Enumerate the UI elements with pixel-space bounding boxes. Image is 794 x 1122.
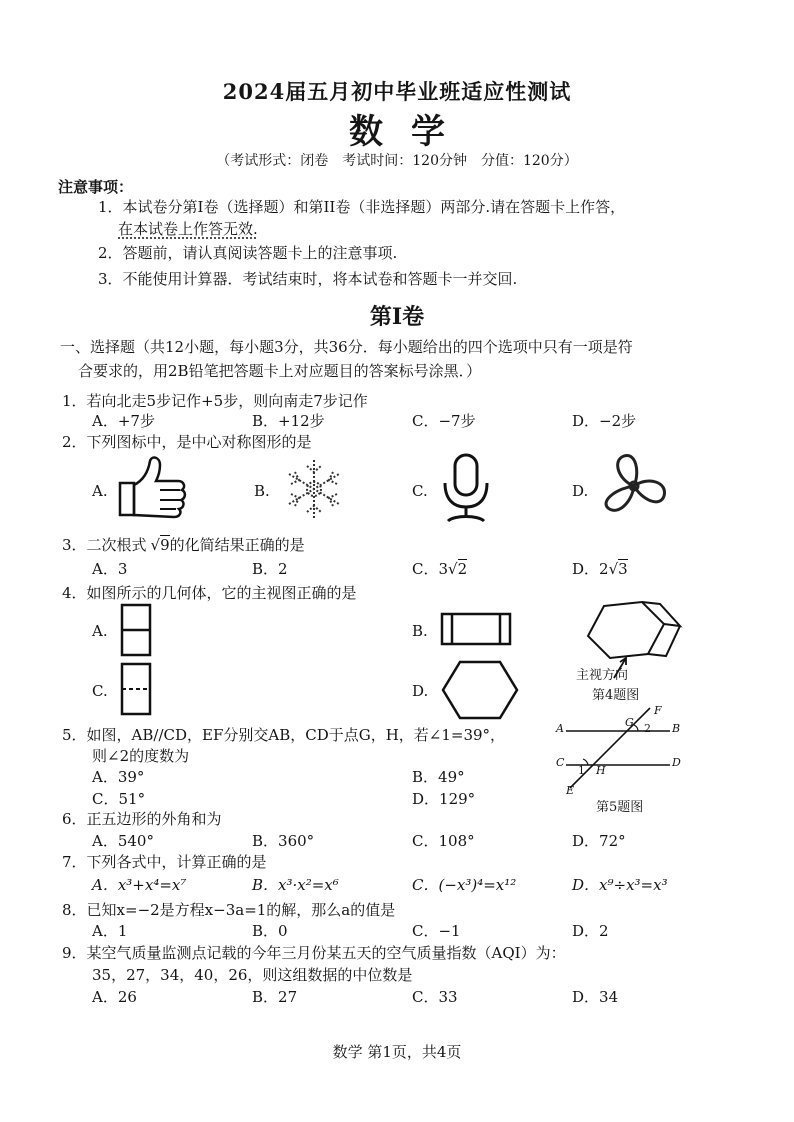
q6-option-a: A．540°: [92, 832, 154, 850]
q8-option-b: B．0: [252, 922, 288, 940]
q1-option-d: D．−2步: [572, 412, 637, 430]
note-item-1: 1．本试卷分第I卷（选择题）和第II卷（非选择题）两部分.请在答题卡上作答，: [98, 198, 626, 216]
q6-stem: 6．正五边形的外角和为: [62, 810, 222, 828]
thumbs-up-icon: [114, 455, 190, 519]
q9-option-d: D．34: [572, 988, 619, 1006]
note-item-2: 2．答题前，请认真阅读答题卡上的注意事项.: [98, 244, 398, 262]
q9-option-c: C．33: [412, 988, 458, 1006]
subject-title: 数学: [349, 112, 473, 152]
q6-option-b: B．360°: [252, 832, 315, 850]
q4-option-c-figure: [120, 662, 154, 718]
q3-option-b: B．2: [252, 560, 288, 578]
q2-option-c: C.: [412, 482, 428, 500]
q4-option-b: B.: [412, 622, 428, 640]
q3-option-c-coef: 3: [438, 560, 449, 578]
q4-option-a-figure: [120, 603, 154, 659]
q8-option-c: C．−1: [412, 922, 461, 940]
q9-stem-line1: 9．某空气质量监测点记载的今年三月份某五天的空气质量指数（AQI）为：: [62, 944, 566, 962]
section-title: 第I卷: [369, 304, 425, 330]
q4-option-c: C.: [92, 682, 108, 700]
q7-option-a: A．x³+x⁴=x⁷: [92, 876, 187, 894]
q4-option-a: A.: [92, 622, 108, 640]
q3-option-d-label: D．: [572, 560, 600, 578]
q5-label-b: B: [672, 722, 681, 735]
q6-option-d: D．72°: [572, 832, 626, 850]
microphone-icon: [440, 453, 492, 525]
q2-option-d: D.: [572, 482, 589, 500]
q3-stem-post: 的化简结果正确的是: [169, 536, 305, 554]
q5-stem-line2: 则∠2的度数为: [92, 747, 190, 765]
q8-option-d: D．2: [572, 922, 609, 940]
q8-stem: 8．已知x=−2是方程x−3a=1的解，那么a的值是: [62, 901, 396, 919]
notes-heading: 注意事项：: [58, 178, 134, 196]
q9-stem-line2: 35，27，34，40，26，则这组数据的中位数是: [92, 966, 413, 984]
q3-option-d-coef: 2: [599, 560, 609, 578]
q9-option-b: B．27: [252, 988, 298, 1006]
q5-label-h: H: [596, 764, 606, 777]
q4-option-b-figure: [440, 612, 514, 648]
q7-option-c: C．(−x³)⁴=x¹²: [412, 876, 517, 894]
part-one-instructions-2: 合要求的，用2B铅笔把答题卡上对应题目的答案标号涂黑．）: [78, 362, 482, 380]
q4-figure-caption: 第4题图: [592, 688, 640, 703]
q3-radicand: 9: [160, 536, 170, 554]
q9-option-a: A．26: [92, 988, 137, 1006]
note-item-1-cont: 在本试卷上作答无效.: [118, 220, 258, 238]
q5-option-b: B．49°: [412, 768, 465, 786]
q5-option-c: C．51°: [92, 790, 146, 808]
q4-stem: 4．如图所示的几何体，它的主视图正确的是: [62, 584, 357, 602]
q5-label-c: C: [556, 756, 565, 769]
q5-angle-1-label: 1: [578, 764, 585, 777]
q2-stem: 2．下列图标中，是中心对称图形的是: [62, 433, 312, 451]
q2-option-a: A.: [92, 482, 108, 500]
q2-option-b: B.: [254, 482, 270, 500]
q3-option-c-label: C．: [412, 560, 439, 578]
q3-option-d-radicand: 3: [618, 560, 628, 578]
q4-view-direction-label: 主视方向: [576, 668, 629, 683]
q1-stem: 1．若向北走5步记作+5步，则向南走7步记作: [62, 392, 368, 410]
q5-option-a: A．39°: [92, 768, 145, 786]
q5-figure-caption: 第5题图: [596, 800, 644, 815]
q8-option-a: A．1: [92, 922, 128, 940]
q3-stem-pre: 3．二次根式: [62, 536, 147, 554]
q6-option-c: C．108°: [412, 832, 475, 850]
q7-stem: 7．下列各式中，计算正确的是: [62, 853, 267, 871]
q5-label-g: G: [625, 716, 634, 729]
q5-label-e: E: [566, 784, 575, 797]
q3-option-d: D．2√3: [572, 560, 628, 578]
q5-label-a: A: [556, 722, 564, 735]
q1-option-a: A．+7步: [92, 412, 155, 430]
part-one-instructions-1: 一、选择题（共12小题，每小题3分，共36分．每小题给出的四个选项中只有一项是符: [60, 338, 633, 356]
q3-option-c-radicand: 2: [457, 560, 468, 578]
q5-label-f: F: [654, 704, 662, 717]
q4-option-d-figure: [440, 660, 520, 722]
q3-stem: [62, 534, 305, 555]
q3-radical: √9: [150, 536, 170, 554]
q4-option-d: D.: [412, 682, 429, 700]
q7-option-b: B．x³·x²=x⁶: [252, 876, 339, 894]
exam-title: 2024届五月初中毕业班适应性测试: [222, 79, 572, 104]
q1-option-c: C．−7步: [412, 412, 476, 430]
q5-option-d: D．129°: [412, 790, 476, 808]
q7-option-d: D．x⁹÷x³=x³: [572, 876, 668, 894]
three-loop-knot-icon: [598, 452, 670, 524]
q5-stem-line1: 5．如图，AB//CD，EF分别交AB，CD于点G，H，若∠1=39°，: [62, 726, 506, 744]
q3-option-c: C．3√2: [412, 560, 468, 578]
page-footer: 数学 第1页，共4页: [332, 1043, 462, 1061]
note-item-3: 3．不能使用计算器．考试结束时，将本试卷和答题卡一并交回.: [98, 270, 518, 288]
exam-info: （考试形式：闭卷 考试时间：120分钟 分值：120分）: [216, 153, 578, 169]
q3-option-a: A．3: [92, 560, 128, 578]
q5-angle-2-label: 2: [644, 722, 651, 735]
q5-label-d: D: [672, 756, 681, 769]
snowflake-icon: [281, 456, 347, 522]
q1-option-b: B．+12步: [252, 412, 325, 430]
